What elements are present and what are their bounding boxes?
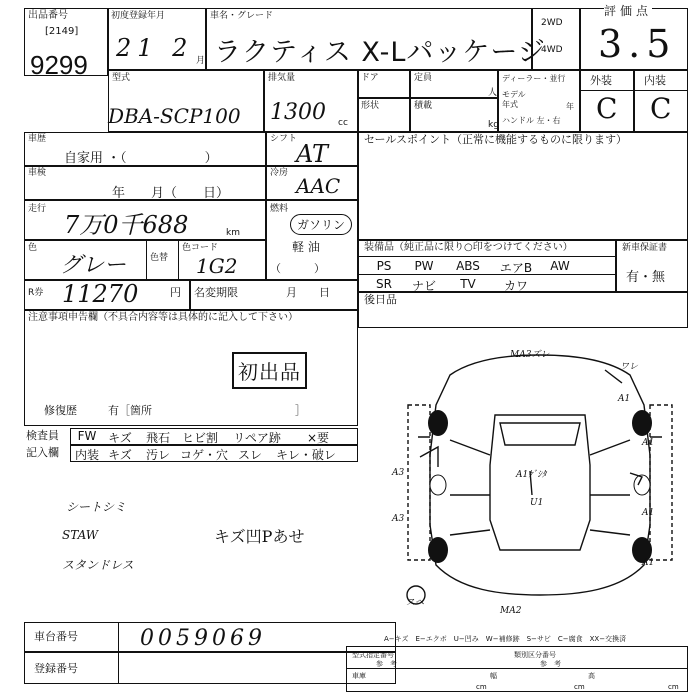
capacity-unit: 人 [488, 88, 498, 98]
displacement-value: 1300 [270, 100, 326, 125]
exterior-grade: C [596, 92, 618, 125]
dealer-label: ディーラー・並行 [502, 74, 566, 83]
damage-mark-11: MA2 [500, 606, 522, 616]
paint-change-label: 色替 [150, 253, 169, 263]
model-year-label: モデル年式 [502, 90, 526, 109]
equipment-item-row2-3: カワ [503, 279, 528, 293]
damage-mark-0: MA3ズレ [510, 350, 550, 360]
check-item-5: ×要 [306, 431, 330, 445]
garage-cm: cm [476, 683, 487, 691]
height-label: 高 [588, 672, 595, 680]
garage-label: 車庫 [352, 672, 366, 680]
equipment-item-0: PS [376, 259, 392, 273]
displacement-label: 排気量 [268, 73, 296, 83]
class-label: 類別区分番号 [514, 651, 556, 659]
fuel-label: 燃料 [270, 204, 289, 214]
name-change-label: 名変期限 [194, 286, 238, 299]
grade-value: 3.5 [598, 22, 677, 66]
equipment-item-3: エアB [499, 261, 533, 275]
lot-number: 9299 [30, 50, 88, 80]
inspection-value: 年 月（ 日） [112, 186, 230, 201]
recorder-label: 記入欄 [26, 446, 59, 459]
car-no-label: 車台番号 [34, 630, 78, 643]
equipment-item-1: PW [414, 259, 434, 273]
inspector-label: 検査員 [26, 429, 59, 442]
first-listing-stamp: 初出品 [232, 352, 307, 389]
damage-mark-10: スヘ [406, 598, 425, 608]
shift-label: シフト [270, 134, 298, 144]
shift-value: AT [296, 140, 329, 168]
load-unit: kg [488, 120, 499, 130]
equipment-item-row2-0: SR [376, 277, 392, 291]
recycle-value: 11270 [62, 280, 139, 308]
ac-label: 冷房 [270, 168, 289, 178]
damage-mark-9: U1 [530, 498, 544, 508]
width-label: 幅 [490, 672, 497, 680]
damage-mark-3: A1 [642, 438, 655, 448]
warranty-value: 有・無 [626, 270, 666, 285]
repair-value: 有［箇所 ］ [108, 404, 306, 417]
door-label: ドア [361, 73, 379, 83]
car-name-value: ラクティス X-Lパッケージ [214, 37, 546, 68]
registration-month-unit: 月 [196, 56, 206, 66]
grade-label: 評価点 [604, 4, 653, 18]
damage-mark-2: A1 [618, 394, 631, 404]
check-item-4: リペア跡 [233, 431, 281, 445]
after-item-box [358, 292, 688, 328]
recycle-label: R券 [28, 288, 44, 298]
check-item-row2-1: キズ [108, 448, 132, 462]
fuel-paren: （ ） [270, 262, 325, 275]
damage-mark-8: A1ｹﾞｼﾀ [516, 470, 547, 480]
shape-label: 形状 [361, 101, 380, 111]
fuel-gas: ガソリン [290, 214, 352, 235]
name-change-value: 月 日 [286, 286, 330, 299]
history-label: 車歴 [28, 134, 47, 144]
inspection-label: 車検 [28, 168, 47, 178]
equipment-item-row2-1: ナビ [411, 279, 436, 293]
after-item-label: 後日品 [364, 293, 397, 306]
exterior-label: 外装 [590, 74, 612, 87]
fuel-diesel: 軽 油 [292, 240, 320, 254]
reg-no-label: 登録番号 [34, 662, 78, 675]
class-ref: 参 考 [540, 660, 561, 668]
note-seat-stain: シートシミ [66, 500, 127, 514]
check-item-row2-4: スレ [237, 448, 262, 462]
equipment-item-row2-2: TV [460, 277, 476, 291]
check-item-2: 飛石 [145, 431, 170, 445]
height-cm: cm [668, 683, 679, 691]
equipment-title: 装備品（純正品に限り○印をつけてください） [364, 242, 573, 253]
damage-mark-6: A1 [642, 508, 655, 518]
damage-mark-5: A3 [392, 514, 405, 524]
year-unit: 年 [566, 102, 574, 111]
damage-mark-4: A3 [392, 468, 405, 478]
color-label: 色 [28, 243, 38, 253]
sales-title: セールスポイント（正常に機能するものに限ります） [364, 133, 628, 146]
recycle-unit: 円 [170, 286, 181, 299]
check-item-row2-5: キレ・破レ [276, 448, 336, 462]
registration-label: 初度登録年月 [111, 11, 166, 21]
history-value: 自家用 ・（ ） [64, 151, 218, 166]
load-label: 積載 [414, 101, 433, 111]
equipment-item-2: ABS [456, 259, 480, 273]
drive-4wd: 4WD [541, 45, 563, 55]
displacement-unit: cc [338, 118, 348, 128]
check-item-1: キズ [108, 431, 132, 445]
repair-label: 修復歴 [44, 404, 77, 417]
color-code-value: 1G2 [196, 254, 238, 278]
check-item-row2-2: 汚レ [145, 448, 170, 462]
interior-label: 内装 [644, 74, 666, 87]
model-spec-ref: 参 考 [376, 660, 397, 668]
car-name-label: 車名・グレード [210, 11, 274, 21]
interior-grade: C [650, 92, 672, 125]
note-staw: STAW [62, 528, 99, 542]
handle-label: ハンドル 左・右 [502, 116, 561, 125]
registration-value: 21 2 [116, 34, 194, 62]
car-diagram [390, 345, 690, 616]
check-item-row2-3: コゲ・穴 [179, 448, 228, 462]
width-cm: cm [574, 683, 585, 691]
ac-value: AAC [296, 174, 341, 198]
mileage-unit: km [226, 228, 240, 238]
equipment-item-4: AW [550, 259, 570, 273]
reg-no-box [24, 652, 396, 684]
model-spec-label: 型式指定番号 [352, 651, 394, 659]
mileage-value: 7万0千688 [64, 211, 189, 239]
damage-mark-7: A1 [642, 558, 655, 568]
damage-legend: A−キズ E−エクボ U−凹み W−補修跡 S−サビ C−腐食 XX−交換済 [384, 635, 627, 643]
sales-box [358, 132, 688, 240]
drive-2wd: 2WD [541, 18, 563, 28]
model-label: 型式 [112, 73, 131, 83]
color-code-label: 色コード [182, 243, 219, 253]
check-item-3: ヒビ割 [181, 431, 218, 445]
mileage-label: 走行 [28, 204, 47, 214]
notes-title: 注意事項申告欄（不具合内容等は具体的に記入して下さい） [28, 312, 298, 323]
note-comment: キズ凹Pあせ [214, 527, 305, 546]
model-value: DBA-SCP100 [108, 104, 241, 128]
damage-mark-1: ワレ [620, 362, 639, 372]
check-item-0: FW [77, 429, 97, 443]
car-no-value: 0059069 [140, 626, 266, 651]
color-value: グレー [60, 253, 127, 278]
lot-label: 出品番号 [28, 10, 68, 21]
check-item-row2-0: 内装 [74, 448, 99, 462]
note-standless: スタンドレス [62, 558, 134, 572]
capacity-label: 定員 [414, 73, 433, 83]
lot-small: [2149] [45, 26, 79, 37]
warranty-label: 新車保証書 [622, 243, 668, 253]
